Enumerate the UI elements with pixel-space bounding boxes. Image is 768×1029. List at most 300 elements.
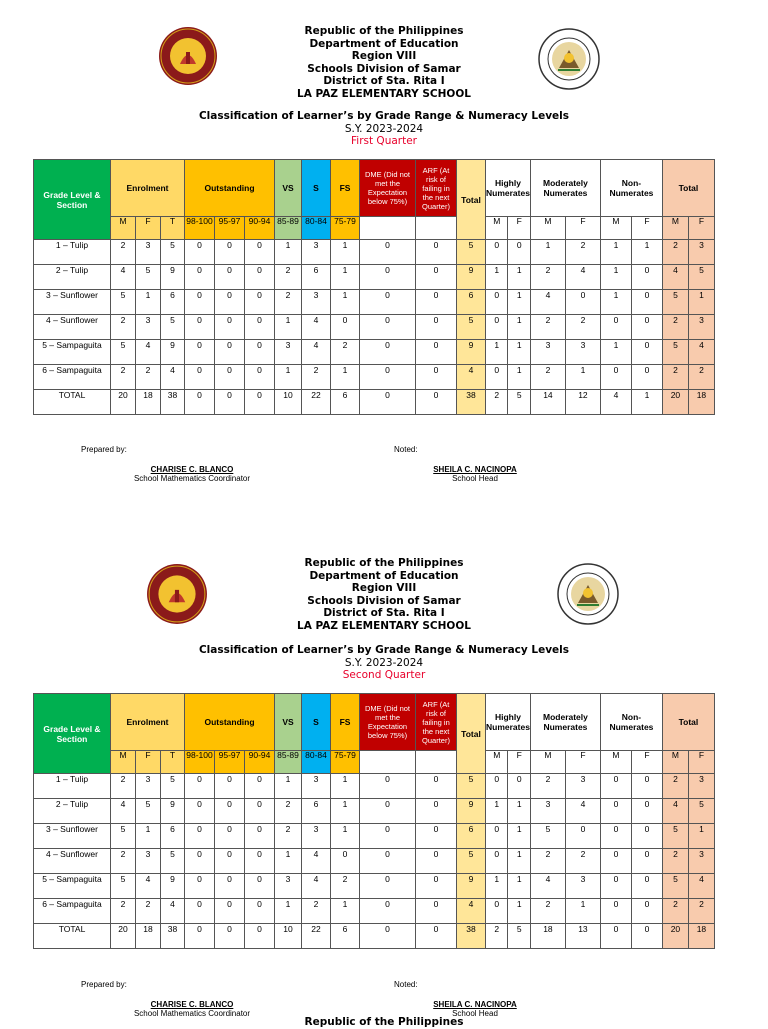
value-cell: 1 (508, 849, 530, 874)
value-cell: 3 (688, 240, 714, 265)
value-cell: 3 (302, 774, 331, 799)
value-cell: 2 (662, 315, 688, 340)
value-cell: 2 (275, 290, 302, 315)
value-cell: 0 (245, 390, 275, 415)
value-cell: 1 (508, 824, 530, 849)
value-cell: 0 (416, 240, 457, 265)
header-line: Department of Education (309, 37, 459, 50)
table-row (34, 365, 715, 390)
value-cell: 38 (161, 924, 185, 949)
value-cell: 0 (486, 315, 508, 340)
value-cell: 1 (331, 290, 360, 315)
report-title-block (0, 110, 768, 148)
value-cell: 2 (565, 315, 600, 340)
table-row (34, 874, 715, 899)
value-cell: 9 (457, 799, 486, 824)
value-cell: 0 (360, 390, 416, 415)
subheader-cell: F (508, 217, 530, 240)
value-cell: 2 (302, 899, 331, 924)
section-cell: 1 – Tulip (34, 240, 111, 265)
subheader-cell: M (662, 751, 688, 774)
header-vs: VS (275, 160, 302, 217)
value-cell: 3 (275, 340, 302, 365)
value-cell: 5 (530, 824, 565, 849)
value-cell: 0 (360, 290, 416, 315)
value-cell: 2 (662, 849, 688, 874)
table-row (34, 899, 715, 924)
noted-name: SHEILA C. NACINOPA (433, 1000, 517, 1009)
value-cell: 2 (530, 899, 565, 924)
subheader-cell: F (565, 217, 600, 240)
prepared-by-label: Prepared by: (81, 980, 127, 989)
header-numeracy-total: Total (662, 160, 714, 217)
value-cell: 0 (565, 290, 600, 315)
value-cell: 6 (161, 824, 185, 849)
table-row (34, 924, 715, 949)
value-cell: 0 (360, 365, 416, 390)
value-cell: 0 (245, 240, 275, 265)
report-title-block (0, 644, 768, 682)
value-cell: 0 (245, 824, 275, 849)
value-cell: 4 (161, 365, 185, 390)
value-cell: 0 (631, 774, 662, 799)
value-cell: 1 (331, 824, 360, 849)
value-cell: 0 (215, 315, 245, 340)
value-cell: 1 (600, 290, 631, 315)
value-cell: 4 (161, 899, 185, 924)
header-line: Republic of the Philippines (304, 557, 464, 569)
value-cell: 18 (136, 390, 161, 415)
value-cell: 0 (360, 265, 416, 290)
value-cell: 2 (662, 774, 688, 799)
value-cell: 22 (302, 390, 331, 415)
value-cell: 38 (161, 390, 185, 415)
value-cell: 0 (215, 365, 245, 390)
value-cell: 2 (111, 774, 136, 799)
value-cell: 0 (185, 240, 215, 265)
value-cell: 1 (508, 799, 530, 824)
value-cell: 4 (530, 874, 565, 899)
header-arf: ARF (At risk of failing in the next Quarter) (416, 694, 457, 751)
table-row (34, 240, 715, 265)
value-cell: 9 (457, 265, 486, 290)
section-cell: 5 – Sampaguita (34, 340, 111, 365)
section-cell: 1 – Tulip (34, 774, 111, 799)
header-enrolment: Enrolment (111, 694, 185, 751)
value-cell: 5 (111, 340, 136, 365)
value-cell: 3 (565, 874, 600, 899)
value-cell: 0 (631, 899, 662, 924)
value-cell: 1 (486, 265, 508, 290)
value-cell: 0 (245, 774, 275, 799)
value-cell: 38 (457, 390, 486, 415)
value-cell: 0 (245, 340, 275, 365)
noted-position: School Head (452, 474, 498, 483)
value-cell: 4 (662, 799, 688, 824)
value-cell: 0 (185, 824, 215, 849)
value-cell: 6 (302, 265, 331, 290)
value-cell: 0 (631, 315, 662, 340)
value-cell: 5 (161, 774, 185, 799)
value-cell: 5 (111, 874, 136, 899)
value-cell: 5 (508, 390, 530, 415)
subheader-cell: 90-94 (245, 751, 275, 774)
value-cell: 3 (136, 774, 161, 799)
value-cell: 3 (136, 240, 161, 265)
subheader-cell: 95-97 (215, 217, 245, 240)
section-cell: 5 – Sampaguita (34, 874, 111, 899)
noted-name: SHEILA C. NACINOPA (433, 465, 517, 474)
subheader-cell: 85-89 (275, 217, 302, 240)
value-cell: 2 (530, 365, 565, 390)
value-cell: 0 (245, 849, 275, 874)
value-cell: 5 (662, 340, 688, 365)
value-cell: 1 (508, 290, 530, 315)
header-line: District of Sta. Rita I (323, 75, 445, 88)
prepared-by-position: School Mathematics Coordinator (133, 1009, 251, 1018)
value-cell: 4 (302, 340, 331, 365)
header-numeracy-total: Total (662, 694, 714, 751)
value-cell: 5 (111, 824, 136, 849)
value-cell: 0 (215, 874, 245, 899)
value-cell: 0 (416, 290, 457, 315)
value-cell: 0 (185, 799, 215, 824)
value-cell: 18 (530, 924, 565, 949)
value-cell: 0 (331, 315, 360, 340)
header-non-numerates: Non-Numerates (600, 160, 662, 217)
school-year: S.Y. 2023-2024 (344, 657, 424, 669)
section-cell: 3 – Sunflower (34, 824, 111, 849)
value-cell: 5 (662, 290, 688, 315)
value-cell: 4 (565, 799, 600, 824)
value-cell: 1 (600, 265, 631, 290)
value-cell: 1 (565, 899, 600, 924)
value-cell: 18 (688, 390, 714, 415)
table-row (34, 265, 715, 290)
value-cell: 9 (161, 265, 185, 290)
header-line: Region VIII (351, 50, 417, 63)
value-cell: 2 (111, 849, 136, 874)
value-cell: 0 (416, 824, 457, 849)
value-cell: 3 (565, 340, 600, 365)
value-cell: 1 (631, 240, 662, 265)
value-cell: 20 (111, 924, 136, 949)
value-cell: 9 (161, 874, 185, 899)
value-cell: 0 (245, 265, 275, 290)
value-cell: 3 (136, 849, 161, 874)
header-line: LA PAZ ELEMENTARY SCHOOL (297, 87, 471, 100)
section-cell: 2 – Tulip (34, 799, 111, 824)
value-cell: 4 (302, 315, 331, 340)
value-cell: 3 (530, 340, 565, 365)
value-cell: 0 (416, 365, 457, 390)
value-cell: 0 (360, 874, 416, 899)
subheader-cell: F (565, 751, 600, 774)
value-cell: 1 (508, 265, 530, 290)
value-cell: 10 (275, 390, 302, 415)
school-year: S.Y. 2023-2024 (344, 123, 424, 135)
value-cell: 4 (457, 365, 486, 390)
value-cell: 0 (600, 799, 631, 824)
value-cell: 0 (360, 899, 416, 924)
noted-signature (375, 465, 575, 483)
value-cell: 0 (416, 265, 457, 290)
value-cell: 0 (215, 340, 245, 365)
value-cell: 0 (215, 290, 245, 315)
value-cell: 0 (185, 390, 215, 415)
value-cell: 1 (331, 240, 360, 265)
subheader-cell: T (161, 751, 185, 774)
value-cell: 5 (457, 315, 486, 340)
value-cell: 5 (662, 824, 688, 849)
table-row (34, 849, 715, 874)
value-cell: 6 (457, 824, 486, 849)
prepared-by-position: School Mathematics Coordinator (133, 474, 251, 483)
value-cell: 0 (360, 799, 416, 824)
value-cell: 9 (457, 340, 486, 365)
subheader-cell: F (688, 751, 714, 774)
value-cell: 1 (600, 240, 631, 265)
header-line: Department of Education (309, 569, 459, 582)
subheader-cell: M (486, 751, 508, 774)
subheader-cell: M (111, 751, 136, 774)
subheader-cell: F (508, 751, 530, 774)
value-cell: 0 (215, 240, 245, 265)
next-page-letterhead (0, 1016, 768, 1029)
value-cell: 1 (275, 365, 302, 390)
value-cell: 1 (275, 774, 302, 799)
value-cell: 1 (331, 365, 360, 390)
value-cell: 0 (185, 315, 215, 340)
value-cell: 5 (508, 924, 530, 949)
subheader-cell: 75-79 (331, 217, 360, 240)
value-cell: 6 (161, 290, 185, 315)
value-cell: 0 (215, 799, 245, 824)
value-cell: 12 (565, 390, 600, 415)
header-highly-numerates: Highly Numerates (486, 160, 531, 217)
value-cell: 4 (688, 874, 714, 899)
quarter-label: First Quarter (351, 135, 417, 147)
value-cell: 0 (416, 340, 457, 365)
value-cell: 5 (111, 290, 136, 315)
value-cell: 2 (662, 240, 688, 265)
value-cell: 0 (486, 774, 508, 799)
classification-table (33, 159, 715, 415)
header-fs: FS (331, 694, 360, 751)
value-cell: 1 (275, 849, 302, 874)
value-cell: 0 (600, 924, 631, 949)
value-cell: 0 (185, 849, 215, 874)
header-grade-section: Grade Level & Section (34, 160, 111, 240)
value-cell: 3 (565, 774, 600, 799)
value-cell: 0 (631, 924, 662, 949)
value-cell: 0 (245, 924, 275, 949)
value-cell: 1 (565, 365, 600, 390)
value-cell: 3 (688, 849, 714, 874)
value-cell: 0 (185, 365, 215, 390)
quarter-label: Second Quarter (342, 669, 426, 681)
header-s: S (302, 694, 331, 751)
value-cell: 5 (136, 799, 161, 824)
prepared-by-label: Prepared by: (81, 445, 127, 454)
header-total: Total (457, 694, 486, 774)
value-cell: 6 (302, 799, 331, 824)
value-cell: 2 (111, 365, 136, 390)
value-cell: 1 (631, 390, 662, 415)
value-cell: 0 (600, 849, 631, 874)
value-cell: 2 (275, 265, 302, 290)
value-cell: 5 (457, 774, 486, 799)
subheader-cell: 75-79 (331, 751, 360, 774)
table-row (34, 824, 715, 849)
table-row (34, 774, 715, 799)
value-cell: 0 (486, 899, 508, 924)
value-cell: 3 (688, 315, 714, 340)
header-highly-numerates: Highly Numerates (486, 694, 531, 751)
value-cell: 4 (111, 799, 136, 824)
value-cell: 2 (530, 265, 565, 290)
value-cell: 2 (688, 365, 714, 390)
section-cell: 2 – Tulip (34, 265, 111, 290)
value-cell: 18 (688, 924, 714, 949)
value-cell: 2 (662, 365, 688, 390)
value-cell: 0 (600, 315, 631, 340)
value-cell: 0 (416, 924, 457, 949)
value-cell: 6 (331, 390, 360, 415)
value-cell: 2 (486, 924, 508, 949)
value-cell: 1 (331, 799, 360, 824)
value-cell: 0 (245, 365, 275, 390)
subheader-cell: 80-84 (302, 217, 331, 240)
value-cell: 1 (508, 874, 530, 899)
section-cell: 4 – Sunflower (34, 315, 111, 340)
subheader-cell: F (631, 751, 662, 774)
value-cell: 0 (215, 265, 245, 290)
value-cell: 0 (360, 240, 416, 265)
report-title: Classification of Learner’s by Grade Range & Numeracy Levels (198, 110, 570, 122)
header-arf: ARF (At risk of failing in the next Quarter) (416, 160, 457, 217)
classification-table (33, 693, 715, 949)
value-cell: 0 (245, 315, 275, 340)
section-cell: TOTAL (34, 924, 111, 949)
section-cell: 6 – Sampaguita (34, 365, 111, 390)
value-cell: 1 (508, 365, 530, 390)
value-cell: 0 (185, 874, 215, 899)
value-cell: 0 (631, 265, 662, 290)
value-cell: 2 (530, 774, 565, 799)
value-cell: 6 (331, 924, 360, 949)
header-moderately-numerates: Moderately Numerates (530, 694, 600, 751)
noted-position: School Head (452, 1009, 498, 1018)
header-grade-section: Grade Level & Section (34, 694, 111, 774)
value-cell: 0 (215, 849, 245, 874)
header-outstanding: Outstanding (185, 694, 275, 751)
table-row (34, 290, 715, 315)
value-cell: 0 (185, 774, 215, 799)
value-cell: 2 (136, 365, 161, 390)
value-cell: 0 (360, 924, 416, 949)
subheader-cell: F (631, 217, 662, 240)
value-cell: 0 (360, 340, 416, 365)
value-cell: 0 (215, 899, 245, 924)
value-cell: 1 (530, 240, 565, 265)
value-cell: 0 (486, 849, 508, 874)
value-cell: 22 (302, 924, 331, 949)
value-cell: 0 (600, 365, 631, 390)
subheader-cell: F (688, 217, 714, 240)
value-cell: 0 (486, 365, 508, 390)
value-cell: 1 (600, 340, 631, 365)
table-row (34, 315, 715, 340)
value-cell: 1 (136, 290, 161, 315)
subheader-cell: F (136, 217, 161, 240)
value-cell: 0 (185, 924, 215, 949)
subheader-cell: 95-97 (215, 751, 245, 774)
value-cell: 20 (111, 390, 136, 415)
letterhead (0, 557, 768, 633)
header-fs: FS (331, 160, 360, 217)
value-cell: 1 (331, 899, 360, 924)
header-total: Total (457, 160, 486, 240)
value-cell: 0 (416, 874, 457, 899)
value-cell: 2 (275, 824, 302, 849)
header-non-numerates: Non-Numerates (600, 694, 662, 751)
subheader-cell: T (161, 217, 185, 240)
value-cell: 2 (275, 799, 302, 824)
section-cell: 4 – Sunflower (34, 849, 111, 874)
value-cell: 1 (331, 774, 360, 799)
value-cell: 0 (631, 340, 662, 365)
value-cell: 0 (185, 290, 215, 315)
report-title: Classification of Learner’s by Grade Range & Numeracy Levels (198, 644, 570, 656)
header-dme: DME (Did not met the Expectation below 75%) (360, 694, 416, 751)
subheader-cell: M (111, 217, 136, 240)
value-cell: 4 (302, 874, 331, 899)
noted-label: Noted: (394, 445, 418, 454)
value-cell: 10 (275, 924, 302, 949)
value-cell: 0 (416, 799, 457, 824)
value-cell: 3 (530, 799, 565, 824)
value-cell: 14 (530, 390, 565, 415)
subheader-cell: 98-100 (185, 751, 215, 774)
value-cell: 2 (486, 390, 508, 415)
value-cell: 0 (486, 290, 508, 315)
header-vs: VS (275, 694, 302, 751)
value-cell: 9 (161, 340, 185, 365)
subheader-cell: M (600, 751, 631, 774)
value-cell: 0 (508, 774, 530, 799)
value-cell: 1 (688, 824, 714, 849)
value-cell: 0 (416, 899, 457, 924)
value-cell: 20 (662, 924, 688, 949)
value-cell: 0 (185, 265, 215, 290)
value-cell: 2 (111, 240, 136, 265)
value-cell: 1 (688, 290, 714, 315)
value-cell: 0 (360, 315, 416, 340)
value-cell: 2 (111, 315, 136, 340)
value-cell: 0 (486, 824, 508, 849)
letterhead (0, 25, 768, 101)
value-cell: 5 (136, 265, 161, 290)
value-cell: 5 (457, 849, 486, 874)
value-cell: 5 (688, 799, 714, 824)
value-cell: 4 (111, 265, 136, 290)
section-cell: 6 – Sampaguita (34, 899, 111, 924)
value-cell: 0 (600, 899, 631, 924)
subheader-cell: M (486, 217, 508, 240)
value-cell: 5 (688, 265, 714, 290)
value-cell: 1 (508, 340, 530, 365)
